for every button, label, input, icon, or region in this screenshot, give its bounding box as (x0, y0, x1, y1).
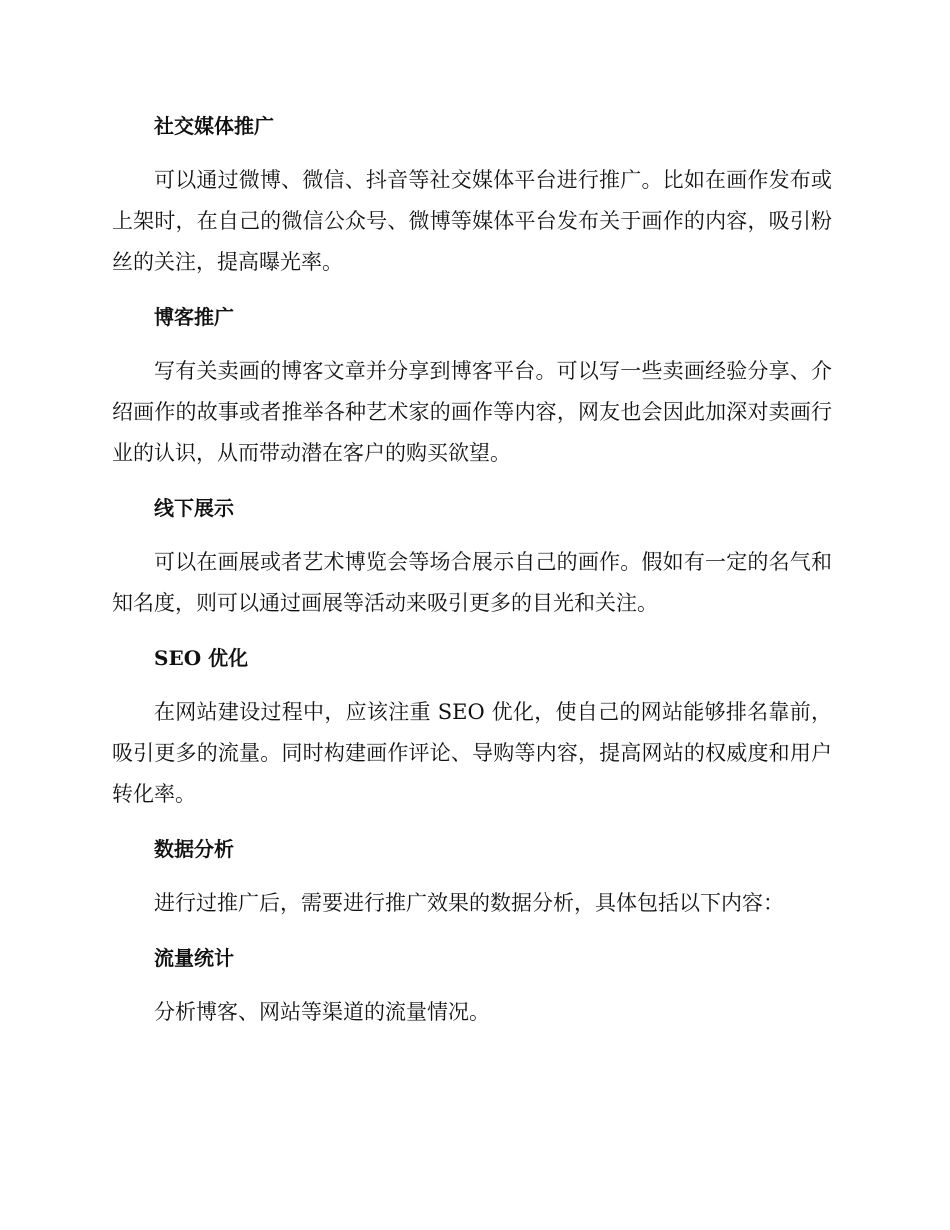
section-text-blog: 写有关卖画的博客文章并分享到博客平台。可以写一些卖画经验分享、介绍画作的故事或者推举各种艺术家的画作等内容，网友也会因此加深对卖画行业的认识，从而带动潜在客户的购买欲望。 (112, 359, 832, 465)
document-body (112, 106, 832, 1047)
section-text-social-media: 可以通过微博、微信、抖音等社交媒体平台进行推广。比如在画作发布或上架时，在自己的微信公众号、微博等媒体平台发布关于画作的内容，吸引粉丝的关注，提高曝光率。 (112, 168, 832, 274)
section-heading-traffic-stats: 流量统计 (154, 946, 234, 970)
section-heading-social-media: 社交媒体推广 (154, 114, 274, 138)
section-text-traffic-stats: 分析博客、网站等渠道的流量情况。 (154, 1000, 490, 1024)
section-text-offline-display: 可以在画展或者艺术博览会等场合展示自己的画作。假如有一定的名气和知名度，则可以通过画展等活动来吸引更多的目光和关注。 (112, 550, 832, 615)
section-heading-seo: SEO 优化 (154, 646, 249, 670)
section-heading-offline-display: 线下展示 (154, 496, 234, 520)
section-text-data-analysis: 进行过推广后，需要进行推广效果的数据分析，具体包括以下内容： (154, 891, 784, 915)
section-text-seo: 在网站建设过程中，应该注重 SEO 优化，使自己的网站能够排名靠前，吸引更多的流量。同时构建画作评论、导购等内容，提高网站的权威度和用户转化率。 (112, 700, 832, 806)
section-heading-blog: 博客推广 (154, 305, 234, 329)
section-heading-data-analysis: 数据分析 (154, 837, 234, 861)
